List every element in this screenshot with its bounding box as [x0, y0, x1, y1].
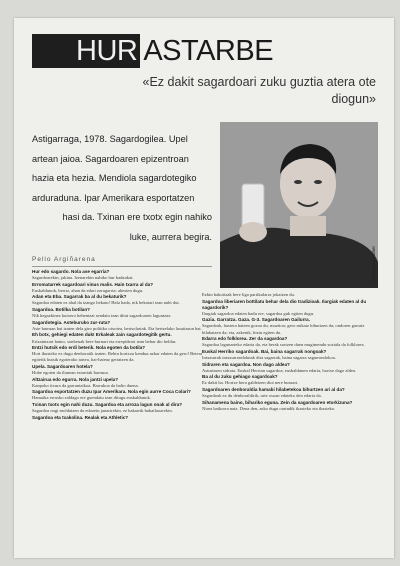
- interview-column-left: [32, 269, 208, 421]
- interview-question: Txinan txotx egin nahi duzu. Sagardoa eta arroza lagun onak al dira?: [32, 401, 183, 407]
- interview-question: Sagardoa liberiaren bottilatu behar dela dio tradizioak. Ilargiak edaten al du sagardorik?: [202, 298, 367, 310]
- lead-line: hazia eta hezia. Mendiola sagardotegiko: [32, 173, 197, 183]
- lead-line: artean jaioa. Sagardoaren epizentroan: [32, 153, 189, 164]
- interview-answer: Asturiasen sidraia. Euskal Herrian sagardoa, euskaldunen edaria, hortxe dago aldea.: [202, 367, 357, 373]
- lead-line: Astigarraga, 1978. Sagardogilea. Upel: [32, 134, 188, 144]
- photo-credit: Conny Beyreuther: [371, 245, 376, 282]
- headline-quote: «Ez dakit sagardoari zuku guztia atera ote diogun»: [142, 75, 376, 106]
- interview-answer: Ezkin bakoitzak bere liga partikularra jokatzen du.: [202, 292, 295, 297]
- interview-answer: Sagardoa edaten ez ahal da izango bekatu! Hala bada, nik bekatari izan nahi dut.: [32, 300, 180, 306]
- masthead-hur: HUR: [32, 34, 140, 68]
- interview-question: Erromatarrek sagardoari vinus malis. Hain txarra al da?: [32, 281, 154, 287]
- interview-question: Sagardoaren denboraldia hamabi hilabetekoa bihurtzen ari al da?: [202, 386, 345, 392]
- interview-answer: Ez dakit ba. Horixe bera galdetzen diot nere buruari.: [202, 380, 299, 386]
- interview-answer: Hori ikusteko ez dugu denboratik izaten. Behin kortxoa kendua azkar edaten da gero! Betera egitetik hutsik egoterako tartea, hai-hateaz gertatzen da.: [32, 351, 203, 363]
- masthead: [32, 34, 273, 68]
- interview-answer: Ertzaintzari baino, sonbenak bere burnari eta errepideari izan behar dio beldur.: [32, 338, 177, 344]
- interview-question: Edarra edo folklorea. Zer da sagardoa?: [202, 336, 288, 342]
- lead-line: arduraduna. Ipar Amerikara esportatzen: [32, 192, 195, 203]
- interview-question: Sagardoa. Botilka botilan?: [32, 307, 90, 313]
- magazine-page: [14, 18, 394, 558]
- lead-line: luke, aurrera begira.: [129, 231, 212, 242]
- interview-answer: Hamaika errusko zaldago ere guendatu izan ditugu euskaldunok.: [32, 395, 151, 401]
- interview-answer: Ilargiak sagardoa edaten badu ere, sagardoa guk egiten dugu.: [202, 310, 315, 316]
- interview-answer: Euskaldunok, berriz, ahan da edari zoragarria: ahesten dugu.: [32, 287, 144, 293]
- interview-question: Altzairua edo egurra. Nola jantzi upela?: [32, 376, 119, 382]
- interview-answer: Sagardoa ongi moldatzen da edozein janarirekin, ez bakarrik bakailaoarekin.: [32, 408, 173, 414]
- interview-question: Sagardoa esportatzen duzu Ipar Amerikara. Nola egin aurre Coca Colari?: [32, 389, 191, 395]
- interview-question: Sagardoa eta txakolina. Realak eta Athletic?: [32, 414, 129, 420]
- interview-question: Entzi hutsik edo erdi beterik. Nola egoten da botila?: [32, 345, 146, 351]
- portrait-illustration: [220, 122, 378, 288]
- interview-answer: Intxaurrak intxaurrondoknak dira sagarrak, baina sagarra sagarrondokoa.: [202, 354, 336, 360]
- interview-question: Gazia. Garratza. Gaza. G-3. Sagardoaren Gailurra.: [202, 317, 310, 323]
- interview-column-right: [202, 292, 378, 412]
- interview-question: Adan eta Eba. Sagarrak ba al du bekaturik?: [32, 294, 127, 300]
- interview-answer: Sagardoak ez du denboraldirik, urte osoan edateko den edaria da.: [202, 393, 322, 398]
- interview-answer: Sagardoak, hastera hateen gozoa du, muztioa; gero mikatz bihurtzen da; ondoren garratz bilakatzen da; eta, azkenik, biztu egiten da.: [202, 323, 365, 335]
- interview-question: Sidraren eta sagardoa. Non dago aldea?: [202, 361, 290, 367]
- lead-paragraph: [32, 130, 212, 247]
- interview-question: Upela. Sagardoaren hotela?: [32, 363, 93, 369]
- masthead-astarbe: ASTARBE: [143, 35, 274, 67]
- interview-answer: Nik hegazkinez kutxero hehenizat sendatu izan ditut sagardoaren laguntzaz.: [32, 313, 172, 319]
- interview-question: Hur edo sagardo. Nola ase egarria?: [32, 269, 110, 274]
- interview-question: Euskal Herriko sagardoak. Bai, baina sagarrak nongoak?: [202, 348, 327, 354]
- lead-line: hasi da. Txinan ere txotx egin nahiko: [62, 212, 212, 222]
- interview-answer: Hobe egoten da ilunean estarrtak barruna.: [32, 370, 109, 375]
- interview-question: Ba al du zuku gehiago sagardoak?: [202, 374, 278, 380]
- interview-answer: Nirea baikorra naiz. Dena den, asko dugu oraindik ikasteko eta ikasteko.: [202, 405, 336, 411]
- interview-answer: Sagardoa lagunarteko edaria da, eta berak sortzen duen mugimendu soziala da folklorea.: [202, 342, 365, 348]
- author-byline: Pello Argiñarena: [32, 256, 212, 267]
- interview-answer: Kanpoko itxura da garrantzikoa. Barrukoa da balio duena.: [32, 382, 139, 388]
- interview-answer: Aste barruan bai izaten dela giro politiko otxotea, bertsolariak. Eta bertzelako lasaitasun bat.: [32, 325, 202, 331]
- interview-answer: Sagardoarekin, jakina. Izenarekin nahiko hur badaukat.: [32, 275, 134, 281]
- interview-question: Eh botx, gehiegi edaten duk! Erkaleak zain sagardotegitik gertu.: [32, 332, 172, 338]
- interview-question: Sagardotegia. Asteburuko zur-ruta?: [32, 319, 111, 325]
- portrait-photo: [220, 122, 378, 288]
- interview-question: Sihanamena baino, bihariko eguna. Zein da sagardoaren etorkizuna?: [202, 399, 353, 405]
